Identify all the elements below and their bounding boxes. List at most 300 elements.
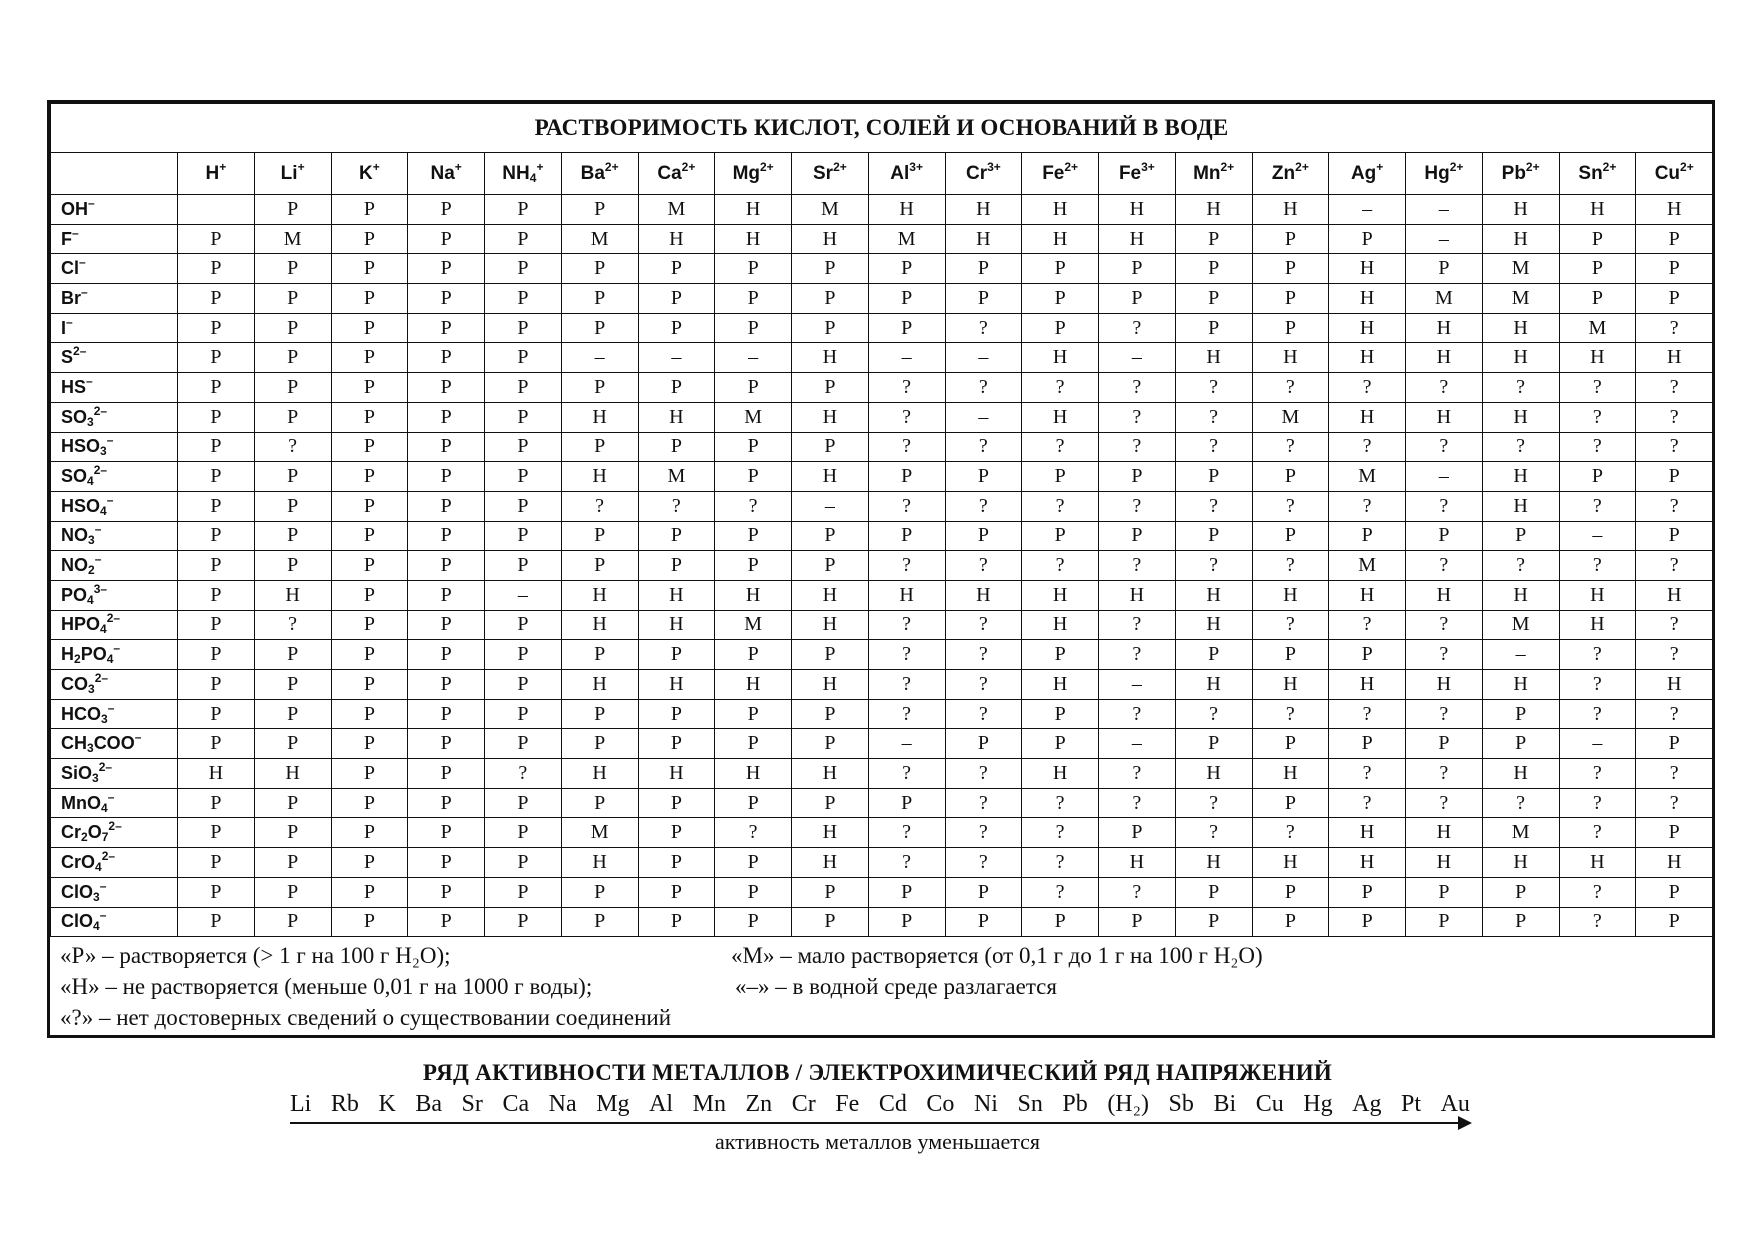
solubility-cell: Р [715,313,792,343]
solubility-cell: ? [1175,788,1252,818]
solubility-cell: Н [1022,195,1099,225]
solubility-cell: – [561,343,638,373]
table-row [51,670,1713,700]
solubility-cell: Р [1636,818,1713,848]
cation-charge: 3+ [987,159,1001,174]
solubility-cell: Р [254,640,331,670]
solubility-cell: Р [1252,788,1329,818]
solubility-cell: Р [485,343,562,373]
solubility-cell: ? [1175,699,1252,729]
anion-charge: – [106,492,114,507]
solubility-cell: ? [1636,432,1713,462]
anion-charge: – [86,373,93,388]
anion-symbol: PO [61,584,88,605]
metal-symbol: Na [548,1091,577,1117]
solubility-cell: Н [1175,580,1252,610]
anion-cell [51,254,178,284]
solubility-cell: Н [638,580,715,610]
solubility-cell: ? [945,848,1022,878]
solubility-cell: Р [792,551,869,581]
solubility-cell: Р [485,284,562,314]
solubility-cell: ? [1329,788,1406,818]
solubility-table-frame [47,100,1715,1038]
solubility-cell: Р [408,551,485,581]
solubility-cell: Р [1559,284,1636,314]
corner-cell [51,153,178,195]
solubility-cell: Н [1329,818,1406,848]
anion-subscript: 3 [100,444,107,459]
solubility-cell: М [1482,284,1559,314]
anion-symbol: CH [61,733,87,754]
solubility-cell: Р [1636,877,1713,907]
solubility-cell: Р [408,254,485,284]
solubility-cell: Н [1022,610,1099,640]
anion-cell [51,818,178,848]
solubility-cell: Н [1175,610,1252,640]
metal-symbol: Pb [1062,1091,1088,1117]
cation-charge: 2+ [833,159,847,174]
anion-cell [51,729,178,759]
anion-symbol: SO [61,406,88,427]
cation-header [331,153,408,195]
solubility-cell: ? [1482,432,1559,462]
anion-cell [51,640,178,670]
table-row [51,491,1713,521]
solubility-cell: Р [945,254,1022,284]
solubility-cell: Р [254,491,331,521]
solubility-cell: Р [331,284,408,314]
solubility-cell: Р [331,224,408,254]
solubility-cell: Р [178,818,255,848]
cation-header [1559,153,1636,195]
solubility-cell: Н [1406,580,1483,610]
solubility-cell: – [638,343,715,373]
solubility-cell: М [1482,254,1559,284]
anion-symbol: PO [80,644,107,665]
solubility-cell: Р [485,224,562,254]
solubility-cell: М [1482,610,1559,640]
cation-symbol: Mg [732,162,760,184]
anion-subscript: 3 [88,533,95,548]
solubility-cell: ? [1175,402,1252,432]
solubility-cell: Р [331,788,408,818]
anion-cell [51,284,178,314]
solubility-cell: Р [485,848,562,878]
table-row [51,580,1713,610]
anion-cell [51,402,178,432]
anion-subscript: 7 [101,830,109,845]
solubility-cell: ? [1406,491,1483,521]
solubility-cell: ? [1252,491,1329,521]
solubility-cell: Н [1636,670,1713,700]
solubility-cell: Р [638,699,715,729]
anion-symbol: HCO [61,703,101,724]
solubility-cell: Р [178,670,255,700]
solubility-cell: Р [408,343,485,373]
solubility-cell: Р [868,462,945,492]
solubility-cell: Н [1559,580,1636,610]
solubility-cell: Н [1482,402,1559,432]
solubility-cell: Н [792,848,869,878]
solubility-cell: ? [1329,610,1406,640]
anion-charge: – [66,314,73,329]
solubility-cell: Н [715,580,792,610]
solubility-cell: Р [792,729,869,759]
solubility-cell: Р [1099,521,1176,551]
solubility-cell: Р [1252,729,1329,759]
metal-symbol: Ni [973,1091,998,1117]
solubility-cell: Р [638,551,715,581]
solubility-cell: Р [254,313,331,343]
solubility-cell: Р [408,402,485,432]
solubility-cell: Н [638,759,715,789]
solubility-cell: Р [1482,699,1559,729]
solubility-cell: Н [1329,313,1406,343]
solubility-cell: Р [638,521,715,551]
solubility-cell: ? [1559,551,1636,581]
metal-symbol: Sn [1017,1091,1043,1117]
anion-symbol: HPO [61,614,101,635]
solubility-cell: Р [408,848,485,878]
solubility-cell: Р [1175,521,1252,551]
anion-cell [51,551,178,581]
solubility-cell: ? [1406,640,1483,670]
solubility-cell: Р [178,640,255,670]
cation-charge: 2+ [1220,159,1235,174]
table-row [51,462,1713,492]
solubility-cell: Н [1022,670,1099,700]
anion-subscript: 4 [95,859,102,874]
cation-header [1252,153,1329,195]
cation-charge: 2+ [681,159,696,174]
cation-header [638,153,715,195]
solubility-cell: Р [254,284,331,314]
solubility-cell: ? [1636,640,1713,670]
metal-symbol: Cu [1255,1091,1284,1117]
solubility-cell: – [1406,224,1483,254]
cation-symbol: Cr [965,162,988,184]
solubility-cell: Р [254,343,331,373]
solubility-cell: Р [945,521,1022,551]
solubility-cell: Р [1482,877,1559,907]
solubility-table [50,103,1713,937]
solubility-cell: ? [945,759,1022,789]
solubility-cell: ? [254,432,331,462]
solubility-cell: Н [1022,402,1099,432]
solubility-cell: Н [1482,580,1559,610]
metal-symbol: Au [1440,1091,1470,1117]
solubility-cell: Р [331,640,408,670]
solubility-cell: ? [1175,373,1252,403]
anion-symbol: COO [93,733,135,754]
solubility-cell: Р [1175,462,1252,492]
anion-subscript: 3 [92,770,99,785]
solubility-cell: ? [485,759,562,789]
solubility-cell: Р [1175,640,1252,670]
anion-symbol: MnO [61,792,101,813]
anion-symbol: HSO [61,495,101,516]
anion-charge: 2– [94,670,109,685]
solubility-cell: Р [485,254,562,284]
cation-header [1636,153,1713,195]
solubility-cell: Р [408,788,485,818]
cation-header [254,153,331,195]
solubility-cell: Р [331,462,408,492]
anion-charge: – [72,225,79,240]
solubility-cell: Р [715,551,792,581]
solubility-cell: – [792,491,869,521]
table-row [51,284,1713,314]
solubility-cell: Р [1482,521,1559,551]
arrow-line [290,1122,1460,1124]
solubility-cell: Р [1636,224,1713,254]
solubility-cell: Р [408,907,485,937]
solubility-cell: Р [1022,284,1099,314]
anion-symbol: ClO [61,881,94,902]
solubility-cell: Р [408,373,485,403]
solubility-cell: Р [408,670,485,700]
metal-symbol: Cd [878,1091,907,1117]
solubility-cell: М [561,224,638,254]
table-row [51,551,1713,581]
solubility-cell: – [485,580,562,610]
anion-symbol: OH [61,198,88,219]
solubility-cell: Р [1175,313,1252,343]
solubility-cell: ? [1482,788,1559,818]
anion-symbol: SO [61,466,88,487]
solubility-cell: Р [254,254,331,284]
anion-symbol: CO [61,673,88,694]
solubility-cell: Р [715,788,792,818]
solubility-cell: Р [408,521,485,551]
solubility-cell: М [254,224,331,254]
solubility-cell: – [1099,670,1176,700]
cation-header-row [51,153,1713,195]
table-row [51,373,1713,403]
solubility-cell: Р [408,432,485,462]
solubility-cell: М [1329,462,1406,492]
solubility-cell: Р [1252,877,1329,907]
solubility-cell: Н [792,818,869,848]
table-row [51,195,1713,225]
solubility-cell: – [945,402,1022,432]
solubility-cell: ? [1099,373,1176,403]
solubility-cell: ? [1559,877,1636,907]
solubility-cell: ? [1559,432,1636,462]
solubility-cell: Р [485,818,562,848]
legend-slightly-soluble: «М» – мало растворяется (от 0,1 г до 1 г на 100 г H₂O) [731,943,1263,968]
solubility-cell: Р [1022,521,1099,551]
anion-cell [51,462,178,492]
solubility-cell: ? [1099,402,1176,432]
anion-cell [51,699,178,729]
anion-charge: – [88,195,95,210]
solubility-cell: Р [254,670,331,700]
solubility-cell: Р [485,521,562,551]
solubility-cell: ? [1406,699,1483,729]
solubility-cell: Р [945,907,1022,937]
solubility-cell: Р [408,877,485,907]
solubility-cell: ? [1252,373,1329,403]
solubility-cell: ? [1559,907,1636,937]
anion-symbol: F [61,228,72,249]
solubility-cell: Н [945,580,1022,610]
solubility-cell: Р [408,699,485,729]
anion-cell [51,610,178,640]
solubility-cell: Р [1252,521,1329,551]
activity-series-caption: активность металлов уменьшается [715,1129,1040,1154]
solubility-cell: ? [1636,402,1713,432]
solubility-cell: Р [638,373,715,403]
solubility-cell: Н [1636,195,1713,225]
solubility-cell: Р [178,491,255,521]
solubility-cell: ? [1559,402,1636,432]
solubility-cell: Р [561,877,638,907]
solubility-cell: ? [1636,491,1713,521]
solubility-cell: Н [1252,670,1329,700]
cation-header [945,153,1022,195]
solubility-cell: Р [1559,462,1636,492]
anion-charge: – [99,908,107,923]
solubility-cell: Р [1252,640,1329,670]
cation-charge: 3+ [909,159,923,174]
solubility-cell: Р [868,313,945,343]
solubility-cell: ? [1329,699,1406,729]
solubility-cell: Р [254,699,331,729]
solubility-cell: ? [1482,551,1559,581]
solubility-cell: ? [1636,313,1713,343]
solubility-cell: Р [331,877,408,907]
solubility-cell: Н [1175,195,1252,225]
solubility-cell: Н [1022,224,1099,254]
solubility-cell: Р [1099,284,1176,314]
anion-charge: – [107,789,115,804]
table-row [51,699,1713,729]
solubility-cell: ? [1406,788,1483,818]
solubility-cell: ? [868,402,945,432]
solubility-cell: Р [715,699,792,729]
table-row [51,729,1713,759]
metal-symbol: Ba [415,1091,442,1117]
cation-symbol: H [205,162,220,184]
cation-symbol: K [359,162,373,184]
solubility-cell: Р [1559,254,1636,284]
solubility-cell: ? [1559,491,1636,521]
solubility-cell: Р [868,788,945,818]
solubility-cell: Р [408,462,485,492]
solubility-cell: ? [1559,699,1636,729]
solubility-cell: ? [1559,373,1636,403]
solubility-cell: Н [1022,759,1099,789]
solubility-cell: Р [715,373,792,403]
cation-header [1022,153,1099,195]
anion-charge: – [81,284,88,299]
solubility-cell: Р [331,521,408,551]
solubility-cell: Р [1022,907,1099,937]
solubility-cell: Р [715,462,792,492]
solubility-cell: – [1099,343,1176,373]
solubility-cell: Р [792,907,869,937]
solubility-cell: Р [792,521,869,551]
cation-symbol: Mn [1193,162,1221,184]
solubility-cell: ? [1175,491,1252,521]
solubility-cell: Р [178,521,255,551]
solubility-cell: Р [561,640,638,670]
solubility-cell: Р [1252,313,1329,343]
solubility-cell: Р [638,907,715,937]
solubility-cell: Н [1099,580,1176,610]
cation-header [1175,153,1252,195]
anion-symbol: HSO [61,436,101,457]
solubility-cell: Р [331,818,408,848]
solubility-cell: ? [1329,759,1406,789]
cation-subscript: 4 [529,170,537,185]
metal-symbol: Mg [596,1091,630,1117]
solubility-cell: Р [485,877,562,907]
solubility-cell: Н [1252,195,1329,225]
solubility-cell: Р [1636,521,1713,551]
solubility-cell: Р [331,402,408,432]
solubility-cell: ? [254,610,331,640]
solubility-cell: Р [254,521,331,551]
solubility-cell: Р [178,343,255,373]
solubility-cell: Р [178,432,255,462]
anion-cell [51,343,178,373]
solubility-cell: Н [1175,670,1252,700]
solubility-cell: ? [1022,491,1099,521]
solubility-cell: ? [868,373,945,403]
solubility-cell: Н [792,759,869,789]
anion-symbol: NO [61,555,88,576]
solubility-cell: М [638,195,715,225]
anion-subscript: 4 [106,652,114,667]
solubility-cell: Р [254,195,331,225]
metal-symbol: Ag [1352,1091,1382,1117]
anion-symbol: HS [61,376,87,397]
solubility-cell: ? [1406,373,1483,403]
cation-charge: 2+ [1449,159,1464,174]
cation-charge: 2+ [1680,159,1694,174]
solubility-cell: Р [638,313,715,343]
cation-charge: 2+ [1295,159,1309,174]
solubility-cell: Р [1482,729,1559,759]
solubility-cell: Р [178,462,255,492]
anion-symbol: O [87,822,102,843]
cation-symbol: Cu [1654,162,1681,184]
solubility-cell: Н [1099,195,1176,225]
solubility-cell: Р [715,284,792,314]
solubility-cell: Р [1099,462,1176,492]
solubility-cell: Н [1559,195,1636,225]
solubility-cell: Р [408,224,485,254]
cation-symbol: Li [280,162,298,184]
solubility-cell: Р [254,818,331,848]
solubility-cell: Р [178,224,255,254]
solubility-cell: ? [1482,373,1559,403]
solubility-cell: Н [792,343,869,373]
activity-series-title: РЯД АКТИВНОСТИ МЕТАЛЛОВ / ЭЛЕКТРОХИМИЧЕСКИЙ РЯД НАПРЯЖЕНИЙ [422,1060,1333,1085]
solubility-cell: Р [178,729,255,759]
solubility-cell: Р [638,818,715,848]
solubility-cell: Н [792,610,869,640]
metal-symbol: Rb [330,1091,359,1117]
cation-charge: 2+ [760,159,774,174]
solubility-cell: ? [1099,313,1176,343]
anion-cell [51,195,178,225]
solubility-cell: Н [1252,580,1329,610]
solubility-cell: Н [1482,759,1559,789]
solubility-cell: Р [408,195,485,225]
